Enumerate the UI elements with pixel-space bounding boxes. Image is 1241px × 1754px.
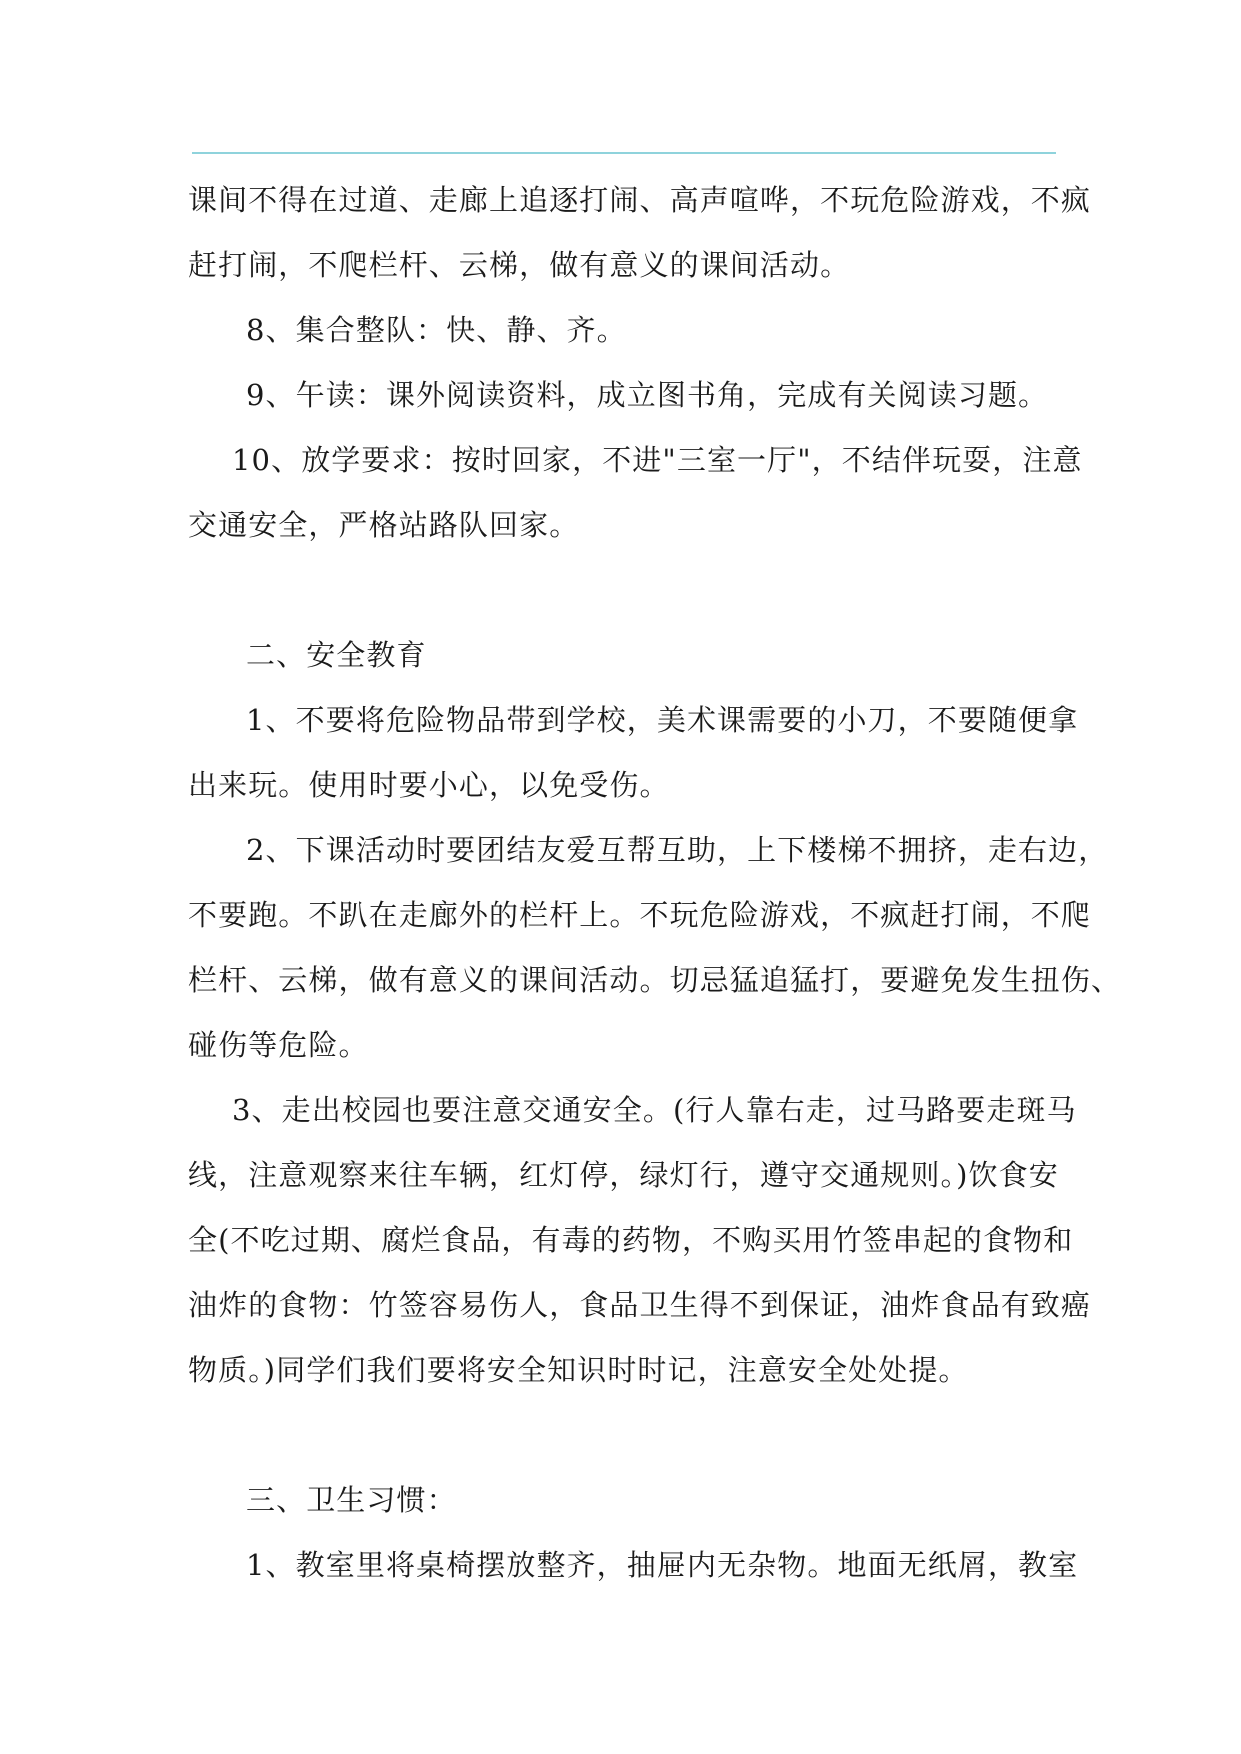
list-item: 8、集合整队：快、静、齐。 xyxy=(246,313,627,347)
text-line: 物质。)同学们我们要将安全知识时时记，注意安全处处提。 xyxy=(188,1353,969,1387)
section-gap xyxy=(188,1403,1060,1468)
text-line: 出来玩。使用时要小心，以免受伤。 xyxy=(188,768,670,802)
text-line: 不要跑。不趴在走廊外的栏杆上。不玩危险游戏，不疯赶打闹，不爬 xyxy=(188,898,1092,932)
text-line: 线，注意观察来往车辆，红灯停，绿灯行，遵守交通规则。)饮食安 xyxy=(188,1158,1059,1192)
list-item: 9、午读：课外阅读资料，成立图书角，完成有关阅读习题。 xyxy=(246,378,1049,412)
header-rule xyxy=(192,152,1056,154)
list-item: 3、走出校园也要注意交通安全。(行人靠右走，过马路要走斑马 xyxy=(232,1093,1077,1127)
text-line: 课间不得在过道、走廊上追逐打闹、高声喧哗，不玩危险游戏，不疯 xyxy=(188,183,1092,217)
text-line: 栏杆、云梯，做有意义的课间活动。切忌猛追猛打，要避免发生扭伤、 xyxy=(188,963,1122,997)
list-item: 2、下课活动时要团结友爱互帮互助，上下楼梯不拥挤，走右边， xyxy=(246,833,1109,867)
text-line: 交通安全，严格站路队回家。 xyxy=(188,508,580,542)
section-gap xyxy=(188,558,1060,623)
text-line: 全(不吃过期、腐烂食品，有毒的药物，不购买用竹签串起的食物和 xyxy=(188,1223,1074,1257)
section-heading: 三、卫生习惯： xyxy=(246,1483,457,1517)
section-heading: 二、安全教育 xyxy=(246,638,427,672)
document-body xyxy=(188,168,1122,1598)
text-line: 碰伤等危险。 xyxy=(188,1028,369,1062)
list-item: 1、教室里将桌椅摆放整齐，抽屉内无杂物。地面无纸屑，教室 xyxy=(246,1548,1079,1582)
list-item: 1、不要将危险物品带到学校，美术课需要的小刀，不要随便拿 xyxy=(246,703,1079,737)
list-item: 10、放学要求：按时回家，不进"三室一厅"，不结伴玩耍，注意 xyxy=(232,443,1083,477)
text-line: 油炸的食物：竹签容易伤人，食品卫生得不到保证，油炸食品有致癌 xyxy=(188,1288,1092,1322)
text-line: 赶打闹，不爬栏杆、云梯，做有意义的课间活动。 xyxy=(188,248,851,282)
